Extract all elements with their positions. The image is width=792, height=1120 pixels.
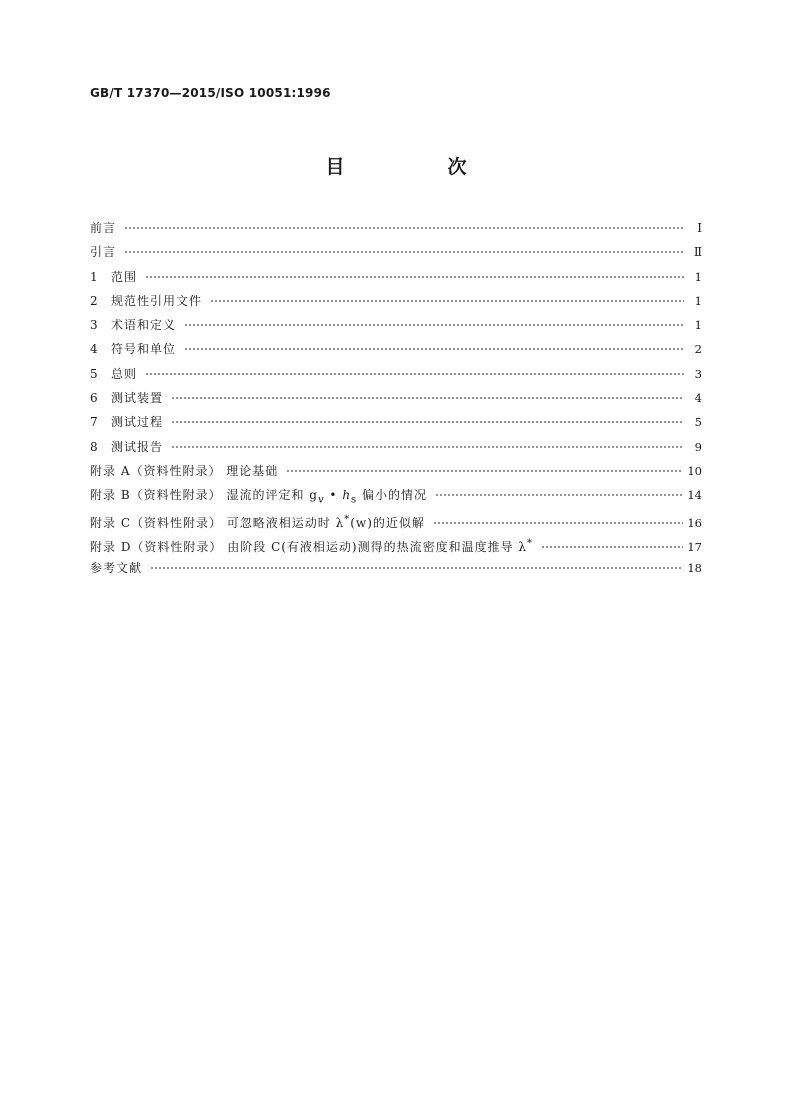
toc-entry-page: 5 xyxy=(694,415,702,430)
toc-entry-number: 8 xyxy=(90,439,98,454)
toc-entry-page: 3 xyxy=(694,366,702,381)
dot-leader xyxy=(210,300,684,302)
toc-entry-introduction[interactable] xyxy=(90,242,702,266)
toc-entry-1[interactable] xyxy=(90,267,702,291)
toc-entry-label-tail: 偏小的情况 xyxy=(357,488,428,503)
toc-entry-label: 前言 xyxy=(90,221,117,235)
toc-entry-page: 1 xyxy=(694,318,702,333)
toc-entry-number: 6 xyxy=(90,391,98,406)
toc-entry-label: 参考文献 xyxy=(90,561,143,576)
toc-entry-page: 17 xyxy=(687,539,702,554)
dot-leader xyxy=(435,494,683,496)
toc-entry-label: 引言 xyxy=(90,245,117,260)
dot-leader xyxy=(171,397,684,399)
toc-entry-label-text: 附录 B（资料性附录） 湿流的评定和 g xyxy=(90,488,318,503)
dot-leader xyxy=(124,227,684,229)
toc-entry-number: 1 xyxy=(90,269,98,284)
toc-entry-6[interactable] xyxy=(90,388,702,412)
toc-entry-page: Ⅱ xyxy=(693,245,702,260)
toc-entry-label: 测试报告 xyxy=(111,439,164,454)
toc-entry-label: 符号和单位 xyxy=(111,342,177,357)
toc-entry-page: 18 xyxy=(687,561,702,576)
toc-entry-label: 测试装置 xyxy=(111,391,164,406)
toc-entry-page: 1 xyxy=(694,269,702,284)
dot-leader xyxy=(145,373,684,375)
toc-entry-foreword[interactable] xyxy=(90,218,702,242)
toc-entry-label: 附录 A（资料性附录） 理论基础 xyxy=(90,463,279,478)
toc-entry-label: 总则 xyxy=(111,366,138,381)
toc-entry-annex-c[interactable] xyxy=(90,510,702,534)
dot-leader xyxy=(184,324,684,326)
toc-entry-page: 4 xyxy=(694,391,702,406)
toc-entry-number: 3 xyxy=(90,318,98,333)
dot-leader xyxy=(124,251,684,253)
dot-leader xyxy=(150,567,683,569)
toc-entry-page: Ⅰ xyxy=(697,221,702,235)
toc-entry-7[interactable] xyxy=(90,412,702,436)
toc-entry-number: 7 xyxy=(90,415,98,430)
dot-leader xyxy=(433,522,683,524)
toc-entry-label-math: • h xyxy=(324,488,352,503)
dot-leader xyxy=(286,470,683,472)
dot-leader xyxy=(171,421,684,423)
page-title: 目 次 xyxy=(325,156,509,178)
toc-entry-3[interactable] xyxy=(90,315,702,339)
toc-entry-page: 2 xyxy=(694,342,702,357)
toc-entry-page: 10 xyxy=(687,463,702,478)
table-of-contents xyxy=(90,218,702,582)
toc-entry-annex-b[interactable] xyxy=(90,485,702,509)
toc-entry-label xyxy=(90,485,427,510)
toc-entry-label-text: 附录 C（资料性附录） 可忽略液相运动时 λ xyxy=(90,515,345,530)
toc-entry-label: 范围 xyxy=(111,269,138,284)
dot-leader xyxy=(171,446,684,448)
standard-code-header: GB/T 17370—2015/ISO 10051:1996 xyxy=(90,86,331,100)
toc-entry-5[interactable] xyxy=(90,364,702,388)
toc-entry-number: 4 xyxy=(90,342,98,357)
toc-entry-number: 2 xyxy=(90,293,98,308)
toc-entry-label xyxy=(90,510,425,533)
toc-entry-bibliography[interactable] xyxy=(90,558,702,582)
toc-entry-label: 测试过程 xyxy=(111,415,164,430)
toc-entry-label: 术语和定义 xyxy=(111,318,177,333)
dot-leader xyxy=(184,348,684,350)
subscript-s: s xyxy=(351,494,358,506)
toc-entry-2[interactable] xyxy=(90,291,702,315)
dot-leader xyxy=(541,546,683,548)
toc-entry-page: 16 xyxy=(687,515,702,530)
dot-leader xyxy=(145,276,684,278)
subscript-v: v xyxy=(317,494,325,506)
toc-entry-number: 5 xyxy=(90,366,98,381)
toc-entry-page: 14 xyxy=(687,488,702,503)
toc-entry-label xyxy=(90,534,533,557)
toc-entry-8[interactable] xyxy=(90,437,702,461)
toc-entry-annex-a[interactable] xyxy=(90,461,702,485)
toc-entry-label-tail: (w)的近似解 xyxy=(350,515,425,530)
toc-entry-annex-d[interactable] xyxy=(90,534,702,558)
toc-entry-4[interactable] xyxy=(90,339,702,363)
superscript-star: * xyxy=(527,537,534,549)
toc-entry-label-text: 附录 D（资料性附录） 由阶段 C(有液相运动)测得的热流密度和温度推导 λ xyxy=(90,539,528,554)
superscript-star: * xyxy=(344,513,351,525)
toc-entry-page: 1 xyxy=(694,293,702,308)
toc-entry-label: 规范性引用文件 xyxy=(111,293,203,308)
toc-entry-page: 9 xyxy=(694,439,702,454)
